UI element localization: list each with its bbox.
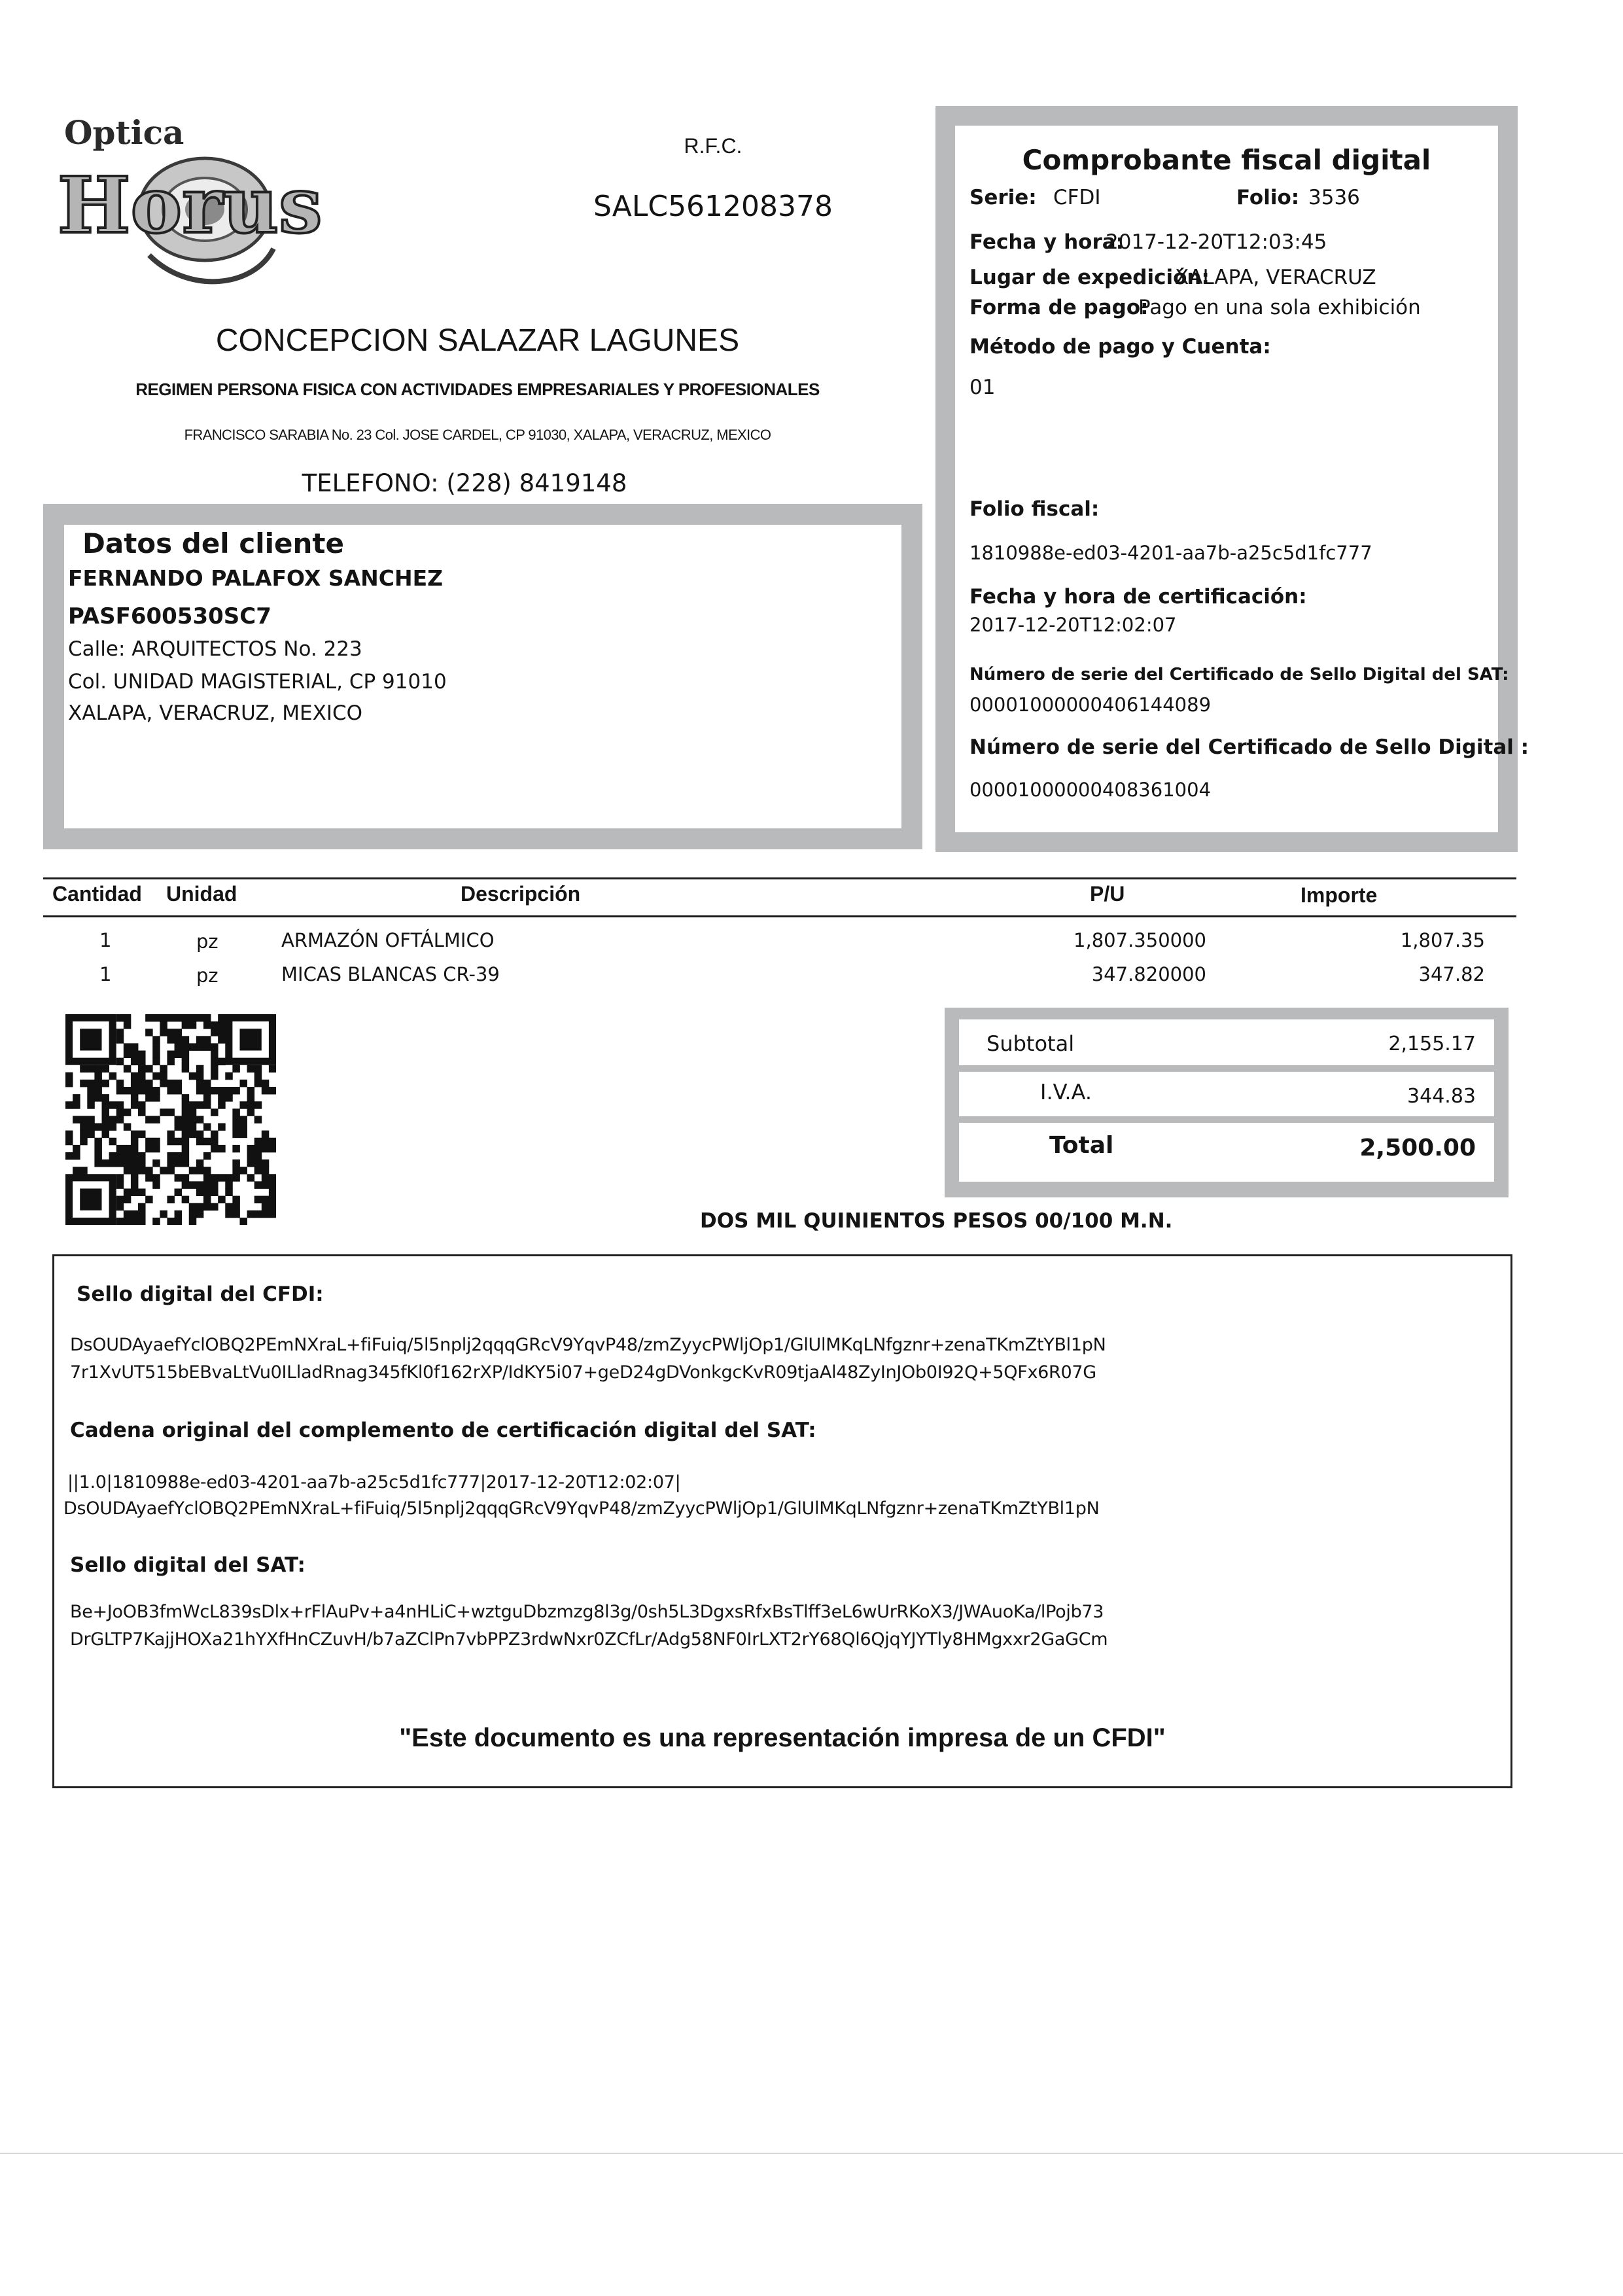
sello-cfdi-line: 7r1XvUT515bEBvaLtVu0ILladRnag345fKl0f162rXP/IdKY5i07+geD24gDVonkgcKvR09tjaAl48ZyInJOb0I92Q+5QFx6R07G: [70, 1362, 1096, 1383]
serie-label: Serie:: [969, 186, 1037, 209]
issuer-name: CONCEPCION SALAZAR LAGUNES: [215, 323, 740, 358]
serie-sat-value: 00001000000406144089: [969, 694, 1212, 716]
forma-pago-label: Forma de pago:: [969, 296, 1149, 319]
total-value: 2,500.00: [1359, 1135, 1476, 1161]
subtotal-row: [959, 1019, 1494, 1065]
lugar-label: Lugar de expedición:: [969, 266, 1210, 289]
folio-label: Folio:: [1236, 186, 1300, 209]
folio-fiscal-label: Folio fiscal:: [969, 497, 1100, 521]
iva-value: 344.83: [1407, 1085, 1476, 1108]
issuer-rfc: SALC561208378: [593, 190, 833, 223]
iva-row: [959, 1072, 1494, 1116]
subtotal-label: Subtotal: [986, 1031, 1075, 1056]
total-label: Total: [1049, 1132, 1114, 1159]
client-rfc: PASF600530SC7: [68, 603, 271, 629]
subtotal-value: 2,155.17: [1388, 1033, 1476, 1055]
row-unidad: pz: [196, 930, 218, 953]
row-descripcion: MICAS BLANCAS CR-39: [281, 963, 500, 985]
issuer-regimen: REGIMEN PERSONA FISICA CON ACTIVIDADES EMPRESARIALES Y PROFESIONALES: [135, 380, 820, 399]
qr-code: [65, 1014, 276, 1225]
row-pu: 1,807.350000: [1073, 929, 1206, 951]
row-descripcion: ARMAZÓN OFTÁLMICO: [281, 929, 495, 951]
digital-seals-box: [52, 1254, 1512, 1788]
scan-edge-line: [0, 2153, 1623, 2154]
cadena-original-line: ||1.0|1810988e-ed03-4201-aa7b-a25c5d1fc777|2017-12-20T12:02:07|: [67, 1472, 681, 1492]
fecha-label: Fecha y hora:: [969, 230, 1125, 254]
totals-box: [945, 1008, 1509, 1197]
client-heading: Datos del cliente: [82, 527, 344, 559]
folio-fiscal-value: 1810988e-ed03-4201-aa7b-a25c5d1fc777: [969, 542, 1372, 564]
total-row: [959, 1123, 1494, 1182]
sello-sat-line: Be+JoOB3fmWcL839sDlx+rFlAuPv+a4nHLiC+wztguDbzmzg8l3g/0sh5L3DgxsRfxBsTlff3eL6wUrRKoX3/JWAuoKa/lPojb73: [70, 1602, 1104, 1622]
cfdi-footer-note: "Este documento es una representación impresa de un CFDI": [399, 1723, 1166, 1752]
row-importe: 347.82: [1418, 963, 1485, 985]
folio-value: 3536: [1308, 186, 1360, 209]
rfc-label: R.F.C.: [684, 134, 742, 158]
client-city: XALAPA, VERACRUZ, MEXICO: [68, 701, 363, 725]
sello-sat-label: Sello digital del SAT:: [70, 1553, 305, 1577]
logo-text-main: Horus: [58, 160, 323, 251]
cadena-original-line: DsOUDAyaefYclOBQ2PEmNXraL+fiFuiq/5l5nplj2qqqGRcV9YqvP48/zmZyycPWljOp1/GlUlMKqLNfgznr+zenaTKmZtYBl1pN: [63, 1498, 1100, 1519]
company-logo: [58, 111, 411, 308]
forma-pago-value: Pago en una sola exhibición: [1138, 296, 1421, 319]
fecha-cert-value: 2017-12-20T12:02:07: [969, 614, 1177, 636]
header-unidad: Unidad: [166, 882, 237, 906]
client-info-box: [43, 504, 922, 849]
logo-text-top: Optica: [64, 113, 184, 152]
cadena-original-label: Cadena original del complemento de certificación digital del SAT:: [70, 1419, 816, 1442]
lugar-value: XALAPA, VERACRUZ: [1175, 266, 1376, 289]
metodo-pago-value: 01: [969, 376, 996, 399]
sello-sat-line: DrGLTP7KajjHOXa21hYXfHnCZuvH/b7aZClPn7vbPPZ3rdwNxr0ZCfLr/Adg58NF0IrLXT2rY68Ql6QjqYJYTly8HMgxxr2GaGCm: [70, 1629, 1108, 1650]
serie-value: CFDI: [1053, 186, 1101, 209]
row-unidad: pz: [196, 964, 218, 987]
serie-emisor-label: Número de serie del Certificado de Sello Digital :: [969, 735, 1529, 759]
row-cantidad: 1: [99, 963, 112, 985]
fecha-cert-label: Fecha y hora de certificación:: [969, 585, 1307, 609]
fiscal-info-box: [935, 106, 1529, 852]
row-pu: 347.820000: [1091, 963, 1206, 985]
row-importe: 1,807.35: [1400, 929, 1485, 951]
issuer-phone: TELEFONO: (228) 8419148: [302, 469, 627, 497]
iva-label: I.V.A.: [1040, 1080, 1092, 1104]
amount-in-words: DOS MIL QUINIENTOS PESOS 00/100 M.N.: [700, 1209, 1173, 1233]
serie-emisor-value: 00001000000408361004: [969, 779, 1212, 801]
client-colonia: Col. UNIDAD MAGISTERIAL, CP 91010: [68, 670, 447, 694]
row-cantidad: 1: [99, 929, 112, 951]
header-pu: P/U: [1090, 882, 1125, 906]
metodo-pago-label: Método de pago y Cuenta:: [969, 335, 1271, 359]
table-top-rule: [43, 877, 1516, 879]
fiscal-title: Comprobante fiscal digital: [1022, 144, 1431, 176]
header-cantidad: Cantidad: [52, 882, 142, 906]
header-importe: Importe: [1300, 883, 1378, 907]
sello-cfdi-line: DsOUDAyaefYclOBQ2PEmNXraL+fiFuiq/5l5nplj2qqqGRcV9YqvP48/zmZyycPWljOp1/GlUlMKqLNfgznr+zenaTKmZtYBl1pN: [70, 1335, 1106, 1355]
serie-sat-label: Número de serie del Certificado de Sello Digital del SAT:: [969, 665, 1509, 684]
sello-cfdi-label: Sello digital del CFDI:: [77, 1282, 324, 1306]
table-header-rule: [43, 915, 1516, 917]
client-street: Calle: ARQUITECTOS No. 223: [68, 637, 362, 661]
header-descripcion: Descripción: [461, 882, 581, 906]
issuer-address: FRANCISCO SARABIA No. 23 Col. JOSE CARDEL, CP 91030, XALAPA, VERACRUZ, MEXICO: [184, 427, 771, 443]
client-name: FERNANDO PALAFOX SANCHEZ: [68, 565, 444, 591]
fecha-value: 2017-12-20T12:03:45: [1106, 230, 1327, 254]
